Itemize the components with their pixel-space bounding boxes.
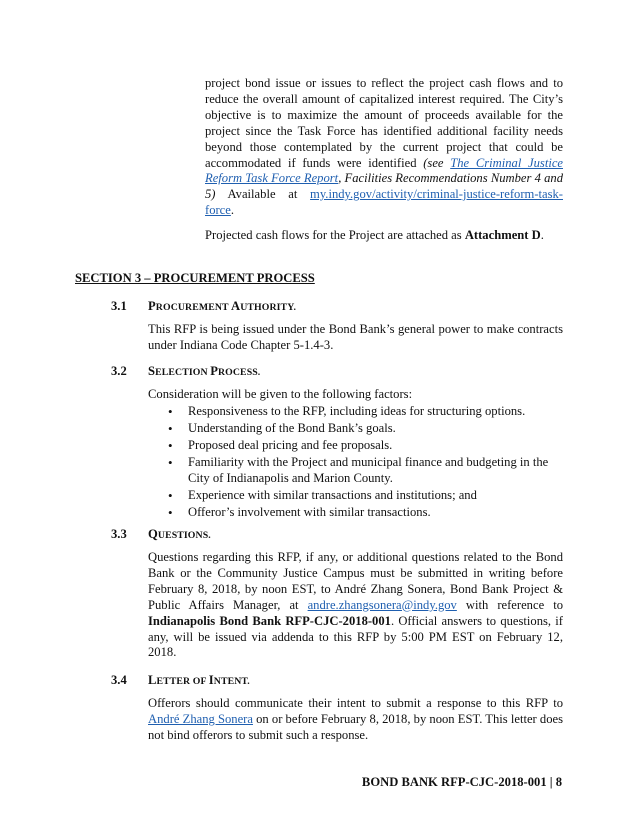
task-force-url-link[interactable]: my.indy.gov/activity/criminal-justice-reform-task-force: [205, 187, 563, 218]
section-3-1-body: This RFP is being issued under the Bond Bank’s general power to make contracts under Indiana Code Chapter 5-1.4-3.: [148, 322, 563, 352]
list-item: • Familiarity with the Project and municipal finance and budgeting in the City of Indianapolis and Marion County.: [165, 455, 565, 487]
attachment-paragraph: [205, 228, 563, 244]
list-item: • Proposed deal pricing and fee proposals.: [165, 438, 565, 454]
questions-text-mid: with reference to: [456, 597, 563, 612]
section-3-3-body: [148, 550, 563, 661]
footer-doc-id: BOND BANK RFP-CJC-2018-001: [361, 775, 547, 789]
attachment-text: Projected cash flows for the Project are attached as: [205, 228, 465, 242]
section-3-2-intro: Consideration will be given to the following factors:: [148, 387, 413, 401]
page-number: 8: [555, 775, 562, 789]
list-item: • Responsiveness to the RFP, including ideas for structuring options.: [165, 404, 565, 420]
email-link[interactable]: andre.zhangsonera@indy.gov: [307, 597, 457, 612]
list-item: • Understanding of the Bond Bank’s goals.: [165, 421, 565, 437]
task-force-report-link[interactable]: The Criminal Justice Reform Task Force Report: [205, 155, 563, 186]
section-3-4-title: LETTER OF INTENT.: [148, 673, 250, 687]
section-3-1-number: 3.1: [111, 299, 127, 313]
section-3-1-title: PROCUREMENT AUTHORITY.: [148, 299, 297, 313]
selection-criteria-list: [165, 404, 565, 522]
period: .: [230, 203, 235, 218]
list-item: • Experience with similar transactions and institutions; and: [165, 488, 565, 504]
section-3-3-title: QUESTIONS.: [148, 527, 211, 541]
intro-see-text: (see: [423, 155, 451, 170]
section-3-3-number: 3.3: [111, 527, 127, 541]
page-footer: [362, 775, 562, 790]
section-3-2-title: SELECTION PROCESS.: [148, 364, 261, 378]
contact-link[interactable]: André Zhang Sonera: [148, 711, 253, 726]
questions-text: Questions regarding this RFP, if any, or additional questions related to the Bond Bank or the Community Justice Campus must be submitted in writing before February 8, 2018, by noon EST, to André Zhang Sonera, Bond Bank Project & Public Affairs Manager, at: [148, 550, 563, 612]
period: .: [540, 228, 544, 242]
rfp-reference: Indianapolis Bond Bank RFP-CJC-2018-001: [148, 613, 391, 628]
available-at-text: Available at: [215, 187, 311, 202]
list-item: • Offeror’s involvement with similar transactions.: [165, 505, 565, 521]
section-3-4-body: [148, 696, 563, 744]
intent-text-end: on or before February 8, 2018, by noon EST. This letter does not bind offerors to submit such a response.: [148, 711, 563, 742]
attachment-d-label: Attachment D: [464, 228, 541, 242]
section-3-2-number: 3.2: [111, 364, 127, 378]
recommendations-text: , Facilities Recommendations Number 4 and 5): [205, 171, 563, 202]
intro-paragraph: [205, 76, 563, 219]
intro-text: project bond issue or issues to reflect the project cash flows and to reduce the overall amount of capitalized interest required. The City’s objective is to maximize the amount of proceeds available for the project since the Task Force has identified additional facility needs beyond those contemplated by the current project that could be accommodated if funds were identified: [205, 76, 563, 170]
section-3-heading: SECTION 3 – PROCUREMENT PROCESS: [75, 271, 315, 285]
footer-separator: |: [546, 775, 556, 789]
section-3-4-number: 3.4: [111, 673, 127, 687]
questions-text-end: . Official answers to questions, if any, will be issued via addenda to this RFP by 5:00 PM EST on February 12, 2018.: [148, 613, 563, 660]
intent-text: Offerors should communicate their intent to submit a response to this RFP to: [148, 696, 563, 710]
